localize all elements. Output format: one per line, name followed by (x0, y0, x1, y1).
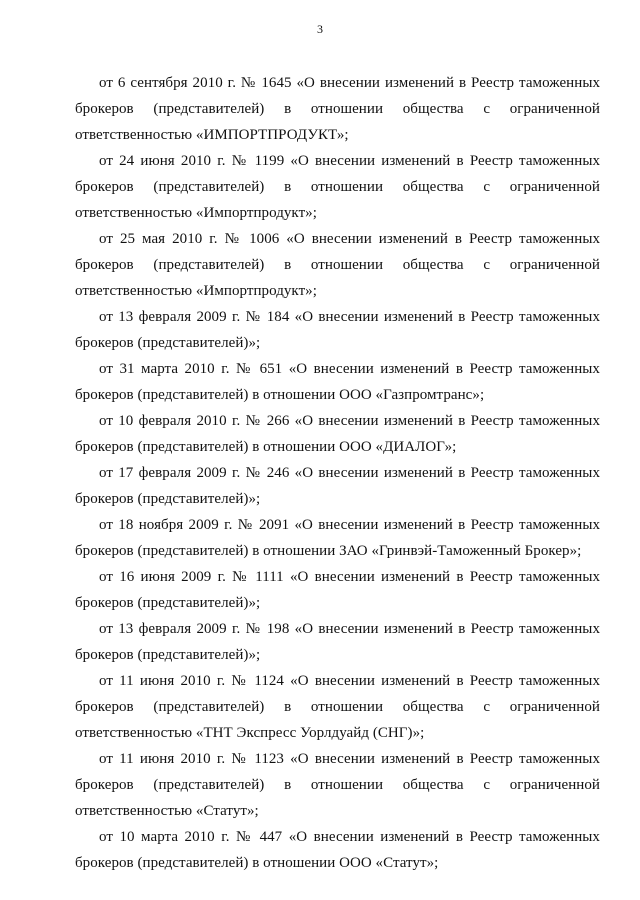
list-item: от 6 сентября 2010 г. № 1645 «О внесении изменений в Реестр таможенных брокеров (представителей) в отношении общества с ограниченной ответственностью «ИМПОРТПРОДУКТ»; (75, 75, 600, 143)
list-item: от 17 февраля 2009 г. № 246 «О внесении изменений в Реестр таможенных брокеров (представителей)»; (75, 465, 600, 507)
list-item: от 10 марта 2010 г. № 447 «О внесении изменений в Реестр таможенных брокеров (представителей) в отношении ООО «Статут»; (75, 829, 600, 871)
list-item: от 11 июня 2010 г. № 1124 «О внесении изменений в Реестр таможенных брокеров (представителей) в отношении общества с ограниченной ответственностью «ТНТ Экспресс Уорлдуайд (СНГ)»; (75, 673, 600, 741)
list-item: от 10 февраля 2010 г. № 266 «О внесении изменений в Реестр таможенных брокеров (представителей) в отношении ООО «ДИАЛОГ»; (75, 413, 600, 455)
list-item: от 24 июня 2010 г. № 1199 «О внесении изменений в Реестр таможенных брокеров (представителей) в отношении общества с ограниченной ответственностью «Импортпродукт»; (75, 153, 600, 221)
list-item: от 31 марта 2010 г. № 651 «О внесении изменений в Реестр таможенных брокеров (представителей) в отношении ООО «Газпромтранс»; (75, 361, 600, 403)
list-item: от 18 ноября 2009 г. № 2091 «О внесении изменений в Реестр таможенных брокеров (представителей) в отношении ЗАО «Гринвэй-Таможенный Брокер»; (75, 517, 600, 559)
list-item: от 13 февраля 2009 г. № 184 «О внесении изменений в Реестр таможенных брокеров (представителей)»; (75, 309, 600, 351)
list-item: от 25 мая 2010 г. № 1006 «О внесении изменений в Реестр таможенных брокеров (представителей) в отношении общества с ограниченной ответственностью «Импортпродукт»; (75, 231, 600, 299)
list-item: от 16 июня 2009 г. № 1111 «О внесении изменений в Реестр таможенных брокеров (представителей)»; (75, 569, 600, 611)
list-item: от 11 июня 2010 г. № 1123 «О внесении изменений в Реестр таможенных брокеров (представителей) в отношении общества с ограниченной ответственностью «Статут»; (75, 751, 600, 819)
document-body (75, 70, 600, 876)
page-number: 3 (317, 22, 323, 36)
list-item: от 13 февраля 2009 г. № 198 «О внесении изменений в Реестр таможенных брокеров (представителей)»; (75, 621, 600, 663)
